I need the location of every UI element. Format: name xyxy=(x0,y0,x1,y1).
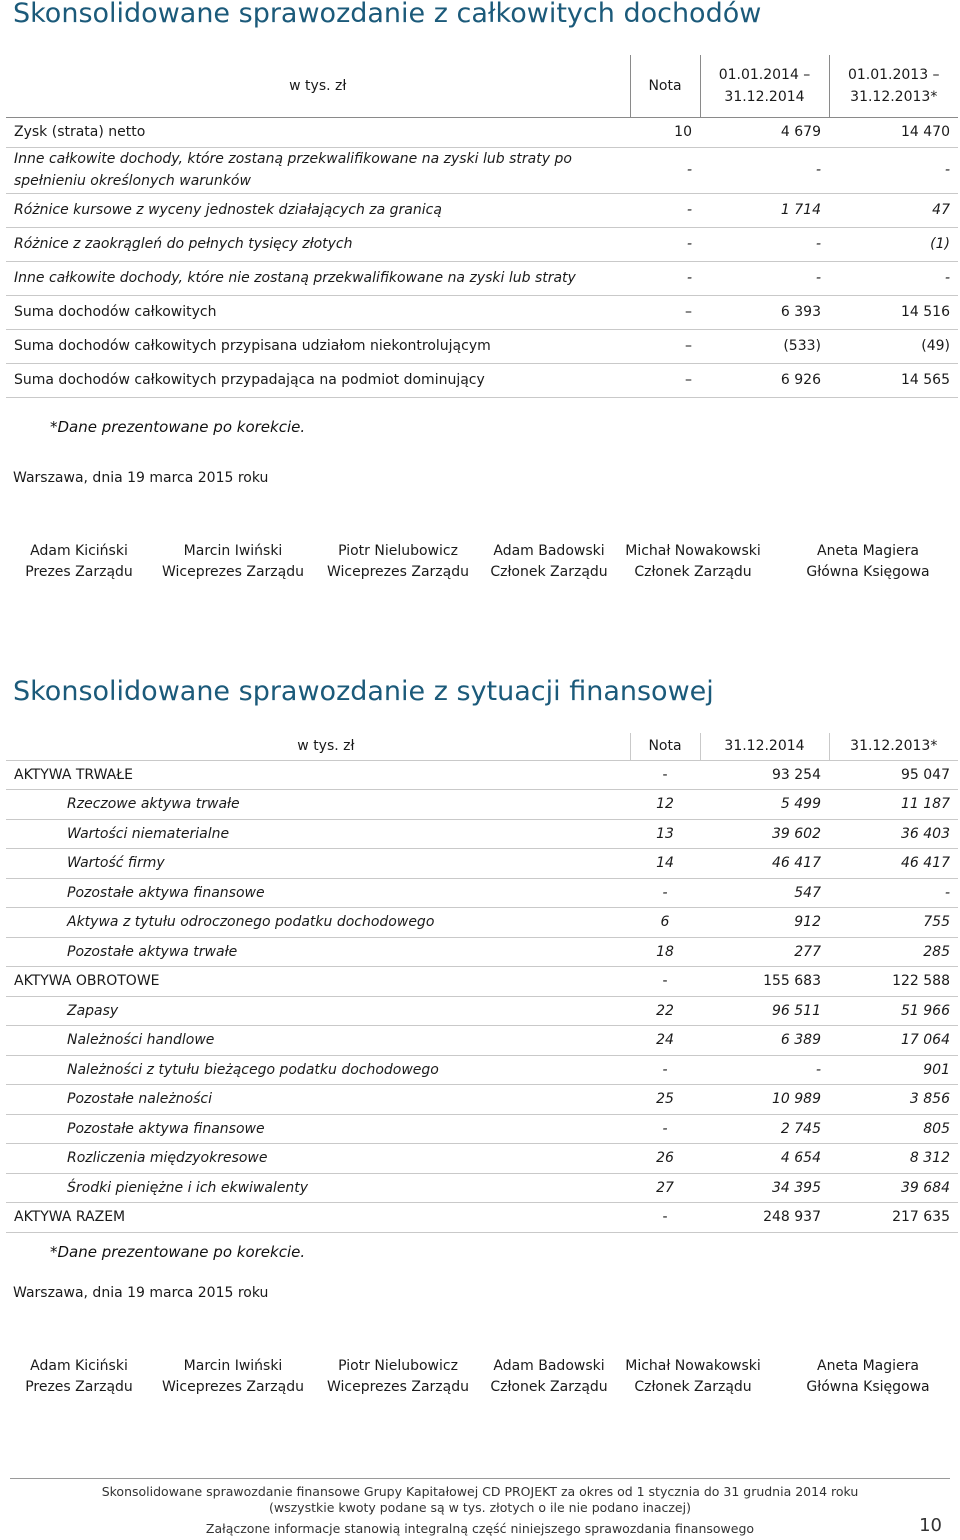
table-row xyxy=(6,937,958,967)
table-row xyxy=(6,329,958,363)
unit-header: w tys. zł xyxy=(6,733,630,760)
signatory-name: Piotr Nielubowicz xyxy=(338,543,458,559)
row-label: Należności handlowe xyxy=(6,1026,630,1056)
row-label: Różnice kursowe z wyceny jednostek działających za granicą xyxy=(6,193,630,227)
correction-note: *Dane prezentowane po korekcie. xyxy=(50,418,306,436)
row-value-2014: 155 683 xyxy=(700,967,829,997)
signatory-role: Członek Zarządu xyxy=(490,1379,608,1395)
row-value-2013: 217 635 xyxy=(829,1203,958,1233)
signatory-role: Prezes Zarządu xyxy=(25,1379,133,1395)
signature xyxy=(778,541,958,583)
row-value-2014: 6 393 xyxy=(700,295,829,329)
table-row xyxy=(6,295,958,329)
signatory-name: Marcin Iwiński xyxy=(183,543,283,559)
row-value-2014: 2 745 xyxy=(700,1114,829,1144)
row-value-2014: 1 714 xyxy=(700,193,829,227)
signatory-name: Adam Kiciński xyxy=(30,543,128,559)
row-label: Aktywa z tytułu odroczonego podatku dochodowego xyxy=(6,908,630,938)
signatory-role: Główna Księgowa xyxy=(806,564,930,580)
row-value-2013: 17 064 xyxy=(829,1026,958,1056)
row-label: Należności z tytułu bieżącego podatku dochodowego xyxy=(6,1055,630,1085)
table-row xyxy=(6,193,958,227)
row-nota: - xyxy=(630,760,700,790)
table-row xyxy=(6,261,958,295)
row-value-2013: 14 470 xyxy=(829,117,958,147)
row-nota: 27 xyxy=(630,1173,700,1203)
row-value-2013: (49) xyxy=(829,329,958,363)
row-value-2014: - xyxy=(700,147,829,193)
row-nota: - xyxy=(630,967,700,997)
nota-header: Nota xyxy=(630,55,700,117)
row-nota: 14 xyxy=(630,849,700,879)
signature xyxy=(603,1356,783,1398)
row-value-2013: 46 417 xyxy=(829,849,958,879)
row-value-2014: 46 417 xyxy=(700,849,829,879)
row-value-2013: 805 xyxy=(829,1114,958,1144)
signatory-name: Aneta Magiera xyxy=(817,1358,919,1374)
row-nota: 13 xyxy=(630,819,700,849)
row-label: Inne całkowite dochody, które nie zostaną przekwalifikowane na zyski lub straty xyxy=(6,261,630,295)
signatory-role: Członek Zarządu xyxy=(490,564,608,580)
table-row xyxy=(6,790,958,820)
table-row xyxy=(6,227,958,261)
group-row xyxy=(6,967,958,997)
signatory-name: Adam Kiciński xyxy=(30,1358,128,1374)
table-row xyxy=(6,1144,958,1174)
row-nota: 26 xyxy=(630,1144,700,1174)
table-header xyxy=(6,733,958,760)
row-value-2013: 95 047 xyxy=(829,760,958,790)
place-date: Warszawa, dnia 19 marca 2015 roku xyxy=(13,470,269,486)
row-value-2013: 3 856 xyxy=(829,1085,958,1115)
signatory-role: Członek Zarządu xyxy=(634,1379,752,1395)
row-nota: - xyxy=(630,1055,700,1085)
row-nota: - xyxy=(630,878,700,908)
row-value-2013: 36 403 xyxy=(829,819,958,849)
table-row xyxy=(6,849,958,879)
row-value-2013: - xyxy=(829,261,958,295)
signatory-role: Wiceprezes Zarządu xyxy=(161,564,304,580)
row-value-2014: 4 679 xyxy=(700,117,829,147)
row-nota: 12 xyxy=(630,790,700,820)
row-nota: - xyxy=(630,227,700,261)
row-value-2014: 93 254 xyxy=(700,760,829,790)
row-label: Pozostałe aktywa finansowe xyxy=(6,1114,630,1144)
row-value-2014: 5 499 xyxy=(700,790,829,820)
row-label: AKTYWA TRWAŁE xyxy=(6,760,630,790)
signatory-name: Adam Badowski xyxy=(493,543,605,559)
signatory-name: Piotr Nielubowicz xyxy=(338,1358,458,1374)
row-label: Środki pieniężne i ich ekwiwalenty xyxy=(6,1173,630,1203)
income-statement-table xyxy=(6,55,958,398)
unit-header: w tys. zł xyxy=(6,55,630,117)
row-value-2013: 285 xyxy=(829,937,958,967)
row-value-2014: - xyxy=(700,227,829,261)
row-label: Suma dochodów całkowitych przypisana udziałom niekontrolującym xyxy=(6,329,630,363)
row-label: Zysk (strata) netto xyxy=(6,117,630,147)
row-value-2013: - xyxy=(829,878,958,908)
row-nota: 18 xyxy=(630,937,700,967)
row-label: Rozliczenia międzyokresowe xyxy=(6,1144,630,1174)
signatory-role: Wiceprezes Zarządu xyxy=(326,1379,469,1395)
row-value-2014: (533) xyxy=(700,329,829,363)
row-nota: 25 xyxy=(630,1085,700,1115)
row-label: AKTYWA OBROTOWE xyxy=(6,967,630,997)
row-value-2013: - xyxy=(829,147,958,193)
row-value-2013: 122 588 xyxy=(829,967,958,997)
row-value-2013: 47 xyxy=(829,193,958,227)
row-nota: 6 xyxy=(630,908,700,938)
row-value-2014: 6 389 xyxy=(700,1026,829,1056)
signatory-name: Aneta Magiera xyxy=(817,543,919,559)
signatory-role: Wiceprezes Zarządu xyxy=(326,564,469,580)
table-row xyxy=(6,363,958,397)
row-value-2014: 6 926 xyxy=(700,363,829,397)
row-label: Zapasy xyxy=(6,996,630,1026)
row-nota: 24 xyxy=(630,1026,700,1056)
table-row xyxy=(6,1026,958,1056)
period-2013-header: 01.01.2013 – 31.12.2013* xyxy=(829,55,958,117)
signatory-role: Wiceprezes Zarządu xyxy=(161,1379,304,1395)
row-nota: 22 xyxy=(630,996,700,1026)
footer-text-3: Załączone informacje stanowią integralną część niniejszego sprawozdania finansowego xyxy=(205,1521,755,1536)
row-value-2013: 11 187 xyxy=(829,790,958,820)
signatory-role: Prezes Zarządu xyxy=(25,564,133,580)
row-value-2013: 901 xyxy=(829,1055,958,1085)
table-row xyxy=(6,819,958,849)
row-nota: – xyxy=(630,295,700,329)
balance-sheet-title: Skonsolidowane sprawozdanie z sytuacji finansowej xyxy=(13,676,714,707)
row-label: Suma dochodów całkowitych przypadająca na podmiot dominujący xyxy=(6,363,630,397)
row-nota: - xyxy=(630,147,700,193)
row-nota: – xyxy=(630,363,700,397)
footer-text-2: (wszystkie kwoty podane są w tys. złotych o ile nie podano inaczej) xyxy=(269,1500,691,1515)
income-statement-title: Skonsolidowane sprawozdanie z całkowitych dochodów xyxy=(13,0,762,29)
signatory-name: Michał Nowakowski xyxy=(625,543,761,559)
period-2014-header: 01.01.2014 – 31.12.2014 xyxy=(700,55,829,117)
footer-divider xyxy=(10,1478,950,1479)
row-value-2014: 34 395 xyxy=(700,1173,829,1203)
page-number: 10 xyxy=(919,1515,942,1536)
signature xyxy=(603,541,783,583)
row-label: Wartości niematerialne xyxy=(6,819,630,849)
signatory-name: Marcin Iwiński xyxy=(183,1358,283,1374)
signatures-block xyxy=(0,541,960,585)
table-row xyxy=(6,1173,958,1203)
row-nota: 10 xyxy=(630,117,700,147)
row-label: Pozostałe aktywa finansowe xyxy=(6,878,630,908)
table-row xyxy=(6,1114,958,1144)
row-label: Pozostałe aktywa trwałe xyxy=(6,937,630,967)
date-2014-header: 31.12.2014 xyxy=(700,733,829,760)
row-value-2014: 4 654 xyxy=(700,1144,829,1174)
row-label: Różnice z zaokrągleń do pełnych tysięcy złotych xyxy=(6,227,630,261)
row-label: Inne całkowite dochody, które zostaną przekwalifikowane na zyski lub straty po spełnieniu określonych warunków xyxy=(6,147,630,193)
table-header xyxy=(6,55,958,117)
date-2013-header: 31.12.2013* xyxy=(829,733,958,760)
table-row xyxy=(6,1085,958,1115)
row-label: AKTYWA RAZEM xyxy=(6,1203,630,1233)
table-row xyxy=(6,996,958,1026)
row-label: Rzeczowe aktywa trwałe xyxy=(6,790,630,820)
signatory-role: Główna Księgowa xyxy=(806,1379,930,1395)
row-value-2014: 39 602 xyxy=(700,819,829,849)
row-value-2013: 39 684 xyxy=(829,1173,958,1203)
table-row xyxy=(6,1055,958,1085)
row-value-2013: 14 516 xyxy=(829,295,958,329)
row-value-2013: 8 312 xyxy=(829,1144,958,1174)
table-row xyxy=(6,878,958,908)
row-value-2014: 248 937 xyxy=(700,1203,829,1233)
row-value-2014: 277 xyxy=(700,937,829,967)
signatures-block xyxy=(0,1356,960,1400)
row-nota: - xyxy=(630,261,700,295)
row-value-2014: - xyxy=(700,261,829,295)
row-label: Wartość firmy xyxy=(6,849,630,879)
group-row xyxy=(6,760,958,790)
balance-sheet-table xyxy=(6,733,958,1233)
correction-note: *Dane prezentowane po korekcie. xyxy=(50,1243,306,1261)
table-row xyxy=(6,117,958,147)
row-value-2013: 14 565 xyxy=(829,363,958,397)
table-row xyxy=(6,147,958,193)
signatory-name: Adam Badowski xyxy=(493,1358,605,1374)
row-value-2013: 51 966 xyxy=(829,996,958,1026)
row-value-2013: (1) xyxy=(829,227,958,261)
row-label: Suma dochodów całkowitych xyxy=(6,295,630,329)
signatory-role: Członek Zarządu xyxy=(634,564,752,580)
row-value-2014: 547 xyxy=(700,878,829,908)
row-nota: - xyxy=(630,1114,700,1144)
place-date: Warszawa, dnia 19 marca 2015 roku xyxy=(13,1285,269,1301)
signature xyxy=(778,1356,958,1398)
row-label: Pozostałe należności xyxy=(6,1085,630,1115)
nota-header: Nota xyxy=(630,733,700,760)
signature xyxy=(143,541,323,583)
row-value-2014: 912 xyxy=(700,908,829,938)
row-nota: - xyxy=(630,1203,700,1233)
footer-text-1: Skonsolidowane sprawozdanie finansowe Grupy Kapitałowej CD PROJEKT za okres od 1 stycznia do 31 grudnia 2014 roku xyxy=(101,1484,859,1499)
signature xyxy=(143,1356,323,1398)
row-value-2014: 96 511 xyxy=(700,996,829,1026)
table-row xyxy=(6,908,958,938)
group-row xyxy=(6,1203,958,1233)
signatory-name: Michał Nowakowski xyxy=(625,1358,761,1374)
row-nota: – xyxy=(630,329,700,363)
row-nota: - xyxy=(630,193,700,227)
row-value-2013: 755 xyxy=(829,908,958,938)
row-value-2014: - xyxy=(700,1055,829,1085)
row-value-2014: 10 989 xyxy=(700,1085,829,1115)
